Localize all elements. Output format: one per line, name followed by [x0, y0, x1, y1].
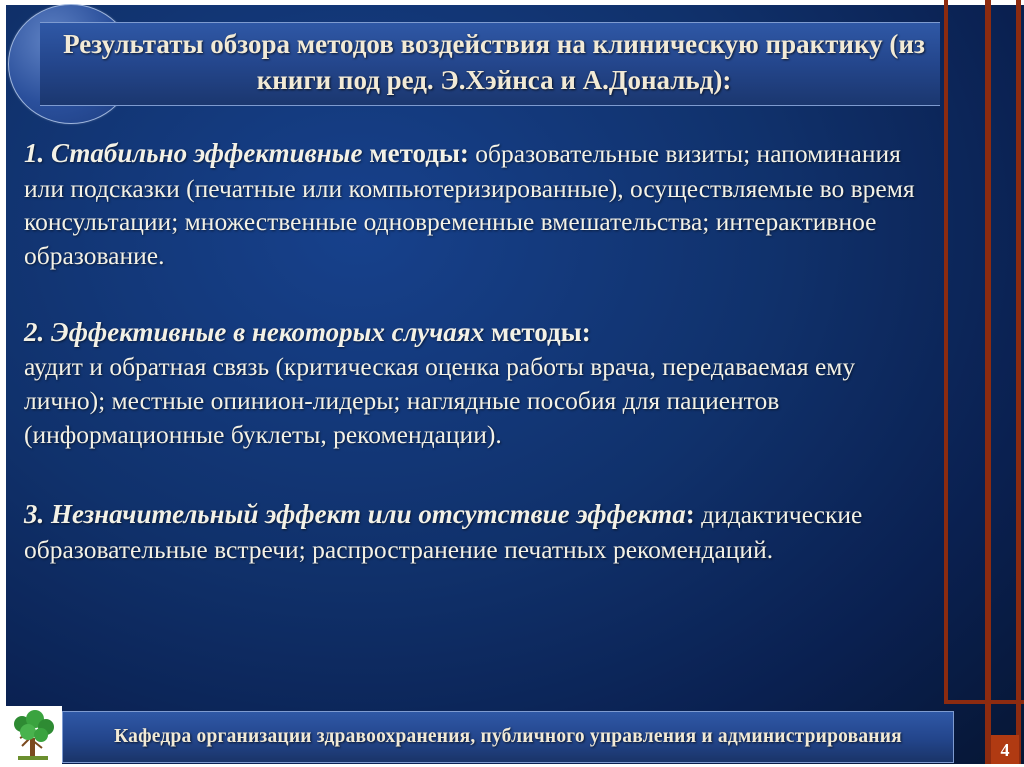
page-number-badge [991, 735, 1019, 765]
paragraph-2-body: аудит и обратная связь (критическая оценка работы врача, передаваемая ему лично); местные опинион-лидеры; наглядные пособия для пациентов (информационные буклеты, рекомендации). [24, 352, 856, 449]
decor-vertical-line-2 [985, 0, 991, 767]
paragraph-2-lead: 2. Эффективные в некоторых случаях [24, 316, 485, 347]
top-edge-border [0, 0, 1024, 5]
paragraph-1-lead: 1. Стабильно эффективные [24, 138, 363, 168]
page-number: 4 [1000, 739, 1010, 760]
decor-vertical-line-3 [1016, 0, 1021, 767]
footer-banner [62, 711, 954, 763]
decor-vertical-line-1 [944, 0, 948, 700]
paragraph-3 [24, 497, 932, 566]
page-title: Результаты обзора методов воздействия на клиническую практику (из книги под ред. Э.Хэйнса и А.Дональд): [63, 29, 925, 95]
paragraph-3-lead-plain: : [685, 499, 695, 530]
slide-body [24, 132, 932, 590]
paragraph-1 [24, 136, 932, 273]
footer-text: Кафедра организации здравоохранения, публичного управления и администрирования [114, 726, 902, 747]
left-edge-border [0, 0, 6, 767]
paragraph-2 [24, 315, 932, 452]
paragraph-1-body: образовательные визиты; напоминания или подсказки (печатные или компьютеризированные), осуществляемые во время консультации; множественные одновременные вмешательства; интерактивное образование. [24, 139, 915, 270]
paragraph-2-lead-plain: методы: [484, 316, 591, 347]
tree-logo-icon [4, 706, 62, 764]
paragraph-1-lead-plain: методы: [362, 138, 469, 168]
paragraph-3-lead: 3. Незначительный эффект или отсутствие эффекта [24, 499, 686, 530]
decor-horizontal-line-1 [944, 700, 1024, 704]
paragraph-3-body: дидактические образовательные встречи; распространение печатных рекомендаций. [24, 500, 863, 564]
